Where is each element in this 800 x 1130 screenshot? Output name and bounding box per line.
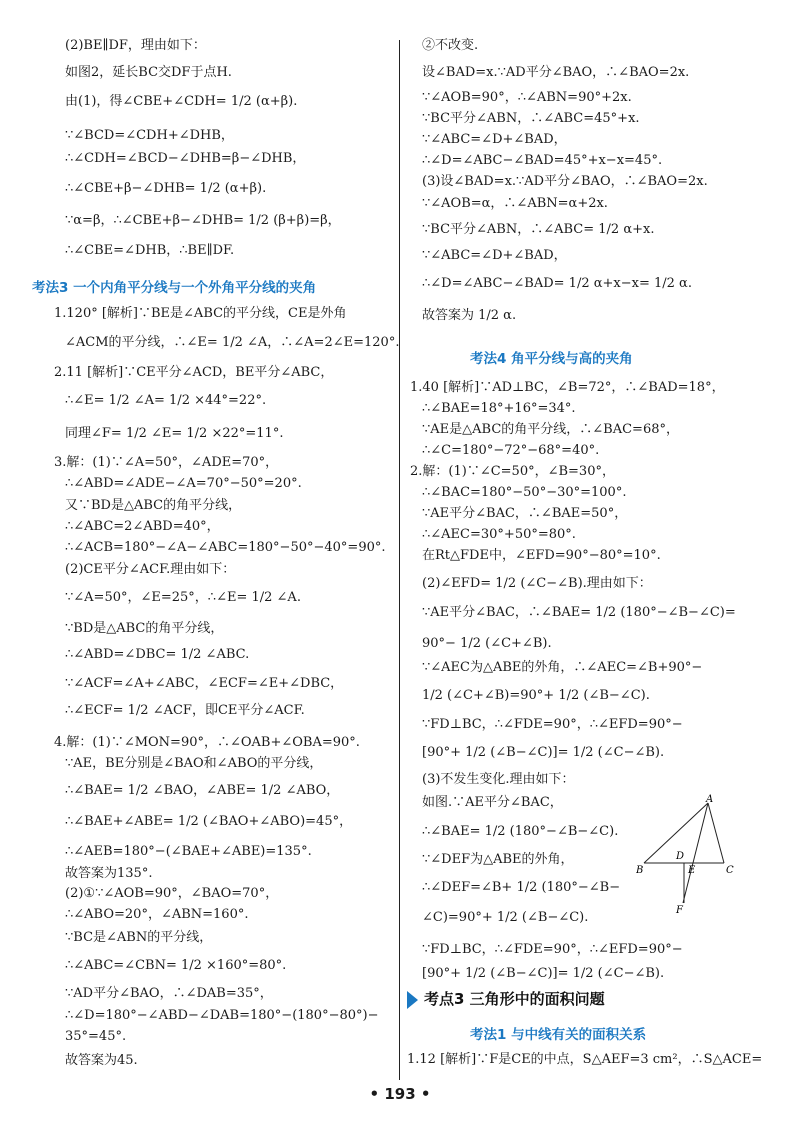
right-line: ∴∠BAC=180°−50°−30°=100°. [422, 485, 627, 500]
left-line: ∵∠A=50°，∠E=25°，∴∠E= 1/2 ∠A. [65, 590, 301, 605]
left-line: ∴∠ABD=∠ADE−∠A=70°−50°=20°. [65, 476, 302, 491]
left-line: ∵∠BCD=∠CDH+∠DHB， [65, 128, 234, 143]
right-line: ∵FD⊥BC，∴∠FDE=90°，∴∠EFD=90°− [422, 717, 683, 732]
left-line: ∴∠E= 1/2 ∠A= 1/2 ×44°=22°. [65, 393, 267, 408]
left-line: ∴∠ABD=∠DBC= 1/2 ∠ABC. [65, 647, 250, 662]
last-line: 1.12 [解析]∵F是CE的中点，S△AEF=3 cm²，∴S△ACE= [407, 1052, 763, 1067]
triangle-figure [636, 793, 746, 918]
page-number: • 193 • [369, 1085, 431, 1103]
left-line: ∵α=β，∴∠CBE+β−∠DHB= 1/2 (β+β)=β， [65, 213, 341, 228]
left-line: ∴∠ACB=180°−∠A−∠ABC=180°−50°−40°=90°. [65, 540, 386, 555]
right-line: ∵∠AOB=90°，∴∠ABN=90°+2x. [422, 90, 632, 105]
left-line: ∴∠BAE+∠ABE= 1/2 (∠BAO+∠ABO)=45°， [65, 814, 353, 829]
left-heading: 考法3 一个内角平分线与一个外角平分线的夹角 [32, 280, 317, 296]
left-line: ∴∠BAE= 1/2 ∠BAO，∠ABE= 1/2 ∠ABO， [65, 783, 340, 798]
label-c: C [726, 865, 734, 876]
left-line: ∵BD是△ABC的角平分线， [65, 621, 224, 636]
left-line: ∵AE，BE分别是∠BAO和∠ABO的平分线， [65, 756, 323, 771]
right-line: ∵BC平分∠ABN，∴∠ABC= 1/2 α+x. [422, 222, 655, 237]
left-line: ∴∠ECF= 1/2 ∠ACF，即CE平分∠ACF. [65, 703, 305, 718]
right-line: ∵BC平分∠ABN，∴∠ABC=45°+x. [422, 111, 640, 126]
right-line: 90°− 1/2 (∠C+∠B). [422, 636, 552, 651]
right-line: 如图.∵AE平分∠BAC， [422, 795, 563, 810]
left-line: 1.120° [解析]∵BE是∠ABC的平分线，CE是外角 [54, 306, 347, 321]
left-line: ∴∠D=180°−∠ABD−∠DAB=180°−(180°−80°)− [65, 1008, 379, 1023]
left-line: 3.解：(1)∵∠A=50°，∠ADE=70°， [54, 455, 279, 470]
sub-heading: 考法1 与中线有关的面积关系 [470, 1027, 647, 1043]
right-line: ∵FD⊥BC，∴∠FDE=90°，∴∠EFD=90°− [422, 942, 683, 957]
left-line: 故答案为135°. [65, 866, 153, 881]
right-line: ∴∠AEC=30°+50°=80°. [422, 527, 576, 542]
right-line: 1/2 (∠C+∠B)=90°+ 1/2 (∠B−∠C). [422, 688, 650, 703]
right-line: ∴∠D=∠ABC−∠BAD=45°+x−x=45°. [422, 153, 663, 168]
left-line: 由(1)，得∠CBE+∠CDH= 1/2 (α+β). [65, 94, 298, 109]
left-line: ∵BC是∠ABN的平分线， [65, 930, 213, 945]
left-line: ∴∠CDH=∠BCD−∠DHB=β−∠DHB， [65, 151, 306, 166]
left-line: ∴∠CBE+β−∠DHB= 1/2 (α+β). [65, 181, 267, 196]
right-line: ∵AE是△ABC的角平分线，∴∠BAC=68°， [422, 422, 679, 437]
right-line: ∠C)=90°+ 1/2 (∠B−∠C). [422, 910, 589, 925]
right-line: (3)不发生变化.理由如下： [422, 772, 575, 787]
left-line: (2)BE∥DF，理由如下： [65, 38, 206, 53]
right-line: (2)∠EFD= 1/2 (∠C−∠B).理由如下： [422, 576, 652, 591]
left-line: 同理∠F= 1/2 ∠E= 1/2 ×22°=11°. [65, 426, 284, 441]
left-line: ∴∠ABC=∠CBN= 1/2 ×160°=80°. [65, 958, 287, 973]
right-line: ∵AE平分∠BAC，∴∠BAE= 1/2 (180°−∠B−∠C)= [422, 605, 736, 620]
right-line: 在Rt△FDE中，∠EFD=90°−80°=10°. [422, 548, 661, 563]
right-line: [90°+ 1/2 (∠B−∠C)]= 1/2 (∠C−∠B). [422, 745, 665, 760]
right-line: ∵∠AEC为△ABE的外角，∴∠AEC=∠B+90°− [422, 660, 703, 675]
right-line: ∵∠ABC=∠D+∠BAD， [422, 248, 567, 263]
right-line: (3)设∠BAD=x.∵AD平分∠BAO，∴∠BAO=2x. [422, 174, 708, 189]
left-line: ∴∠ABC=2∠ABD=40°， [65, 519, 220, 534]
right-line: ∵∠AOB=α，∴∠ABN=α+2x. [422, 196, 608, 211]
right-line: 2.解：(1)∵∠C=50°，∠B=30°， [410, 464, 615, 479]
left-line: ∴∠CBE=∠DHB，∴BE∥DF. [65, 243, 235, 258]
left-line: 35°=45°. [65, 1029, 127, 1044]
right-line: ∵∠DEF为△ABE的外角， [422, 852, 574, 867]
right-line: ∵∠ABC=∠D+∠BAD， [422, 132, 567, 147]
section-marker-icon [407, 991, 418, 1009]
left-line: ∴∠ABO=20°，∠ABN=160°. [65, 907, 249, 922]
label-a: A [706, 794, 714, 805]
left-line: (2)CE平分∠ACF.理由如下： [65, 562, 236, 577]
label-f: F [676, 905, 683, 916]
left-line: ∴∠AEB=180°−(∠BAE+∠ABE)=135°. [65, 844, 312, 859]
right-line: ②不改变. [422, 38, 479, 53]
label-b: B [636, 865, 644, 876]
left-line: (2)①∵∠AOB=90°，∠BAO=70°， [65, 886, 279, 901]
right-line: 设∠BAD=x.∵AD平分∠BAO，∴∠BAO=2x. [422, 65, 690, 80]
right-line: ∴∠BAE= 1/2 (180°−∠B−∠C). [422, 824, 619, 839]
right-line: ∴∠D=∠ABC−∠BAD= 1/2 α+x−x= 1/2 α. [422, 276, 692, 291]
label-e: E [688, 865, 696, 876]
column-divider [399, 40, 400, 1080]
left-line: ∵AD平分∠BAO，∴∠DAB=35°， [65, 986, 273, 1001]
right-line: ∴∠C=180°−72°−68°=40°. [422, 443, 600, 458]
right-line: ∵AE平分∠BAC，∴∠BAE=50°， [422, 506, 628, 521]
section-title: 考点3 三角形中的面积问题 [407, 988, 605, 1012]
left-line: 又∵BD是△ABC的角平分线， [65, 498, 242, 513]
left-line: ∠ACM的平分线，∴∠E= 1/2 ∠A，∴∠A=2∠E=120°. [65, 335, 400, 350]
left-line: 4.解：(1)∵∠MON=90°，∴∠OAB+∠OBA=90°. [54, 735, 360, 750]
right-line: [90°+ 1/2 (∠B−∠C)]= 1/2 (∠C−∠B). [422, 966, 665, 981]
left-line: 故答案为45. [65, 1053, 138, 1068]
left-line: 2.11 [解析]∵CE平分∠ACD，BE平分∠ABC， [54, 365, 334, 380]
left-line: ∵∠ACF=∠A+∠ABC，∠ECF=∠E+∠DBC， [65, 676, 344, 691]
right-line: ∴∠DEF=∠B+ 1/2 (180°−∠B− [422, 880, 621, 895]
right-line: 故答案为 1/2 α. [422, 308, 517, 323]
right-heading: 考法4 角平分线与高的夹角 [470, 351, 633, 367]
right-line: 1.40 [解析]∵AD⊥BC，∠B=72°，∴∠BAD=18°， [410, 380, 725, 395]
label-d: D [676, 851, 685, 862]
right-line: ∴∠BAE=18°+16°=34°. [422, 401, 576, 416]
left-line: 如图2，延长BC交DF于点H. [65, 65, 232, 80]
